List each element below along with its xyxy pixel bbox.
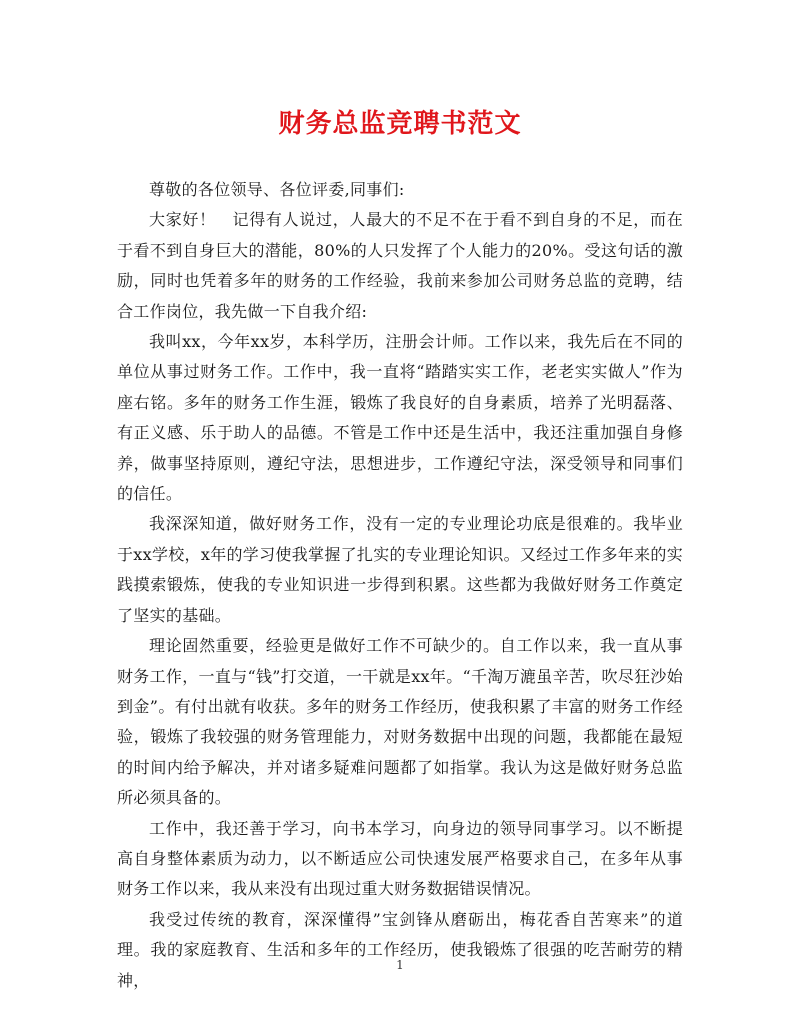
document-body <box>117 175 683 996</box>
paragraph: 我叫xx，今年xx岁，本科学历，注册会计师。工作以来，我先后在不同的单位从事过财务工作。工作中，我一直将“踏踏实实工作，老老实实做人”作为座右铭。多年的财务工作生涯，锻炼了我良好的自身素质，培养了光明磊落、有正义感、乐于助人的品德。不管是工作中还是生活中，我还注重加强自身修养，做事坚持原则，遵纪守法，思想进步，工作遵纪守法，深受领导和同事们的信任。 <box>117 332 683 504</box>
paragraph: 工作中，我还善于学习，向书本学习，向身边的领导同事学习。以不断提高自身整体素质为动力，以不断适应公司快速发展严格要求自己，在多年从事财务工作以来，我从来没有出现过重大财务数据错误情况。 <box>117 818 683 899</box>
paragraph: 大家好！ 记得有人说过，人最大的不足不在于看不到自身的不足，而在于看不到自身巨大的潜能，80%的人只发挥了个人能力的20%。受这句话的激励，同时也凭着多年的财务的工作经验，我前来参加公司财务总监的竞聘，结合工作岗位，我先做一下自我介绍: <box>117 210 683 321</box>
paragraph: 我受过传统的教育，深深懂得”宝剑锋从磨砺出，梅花香自苦寒来”的道理。我的家庭教育、生活和多年的工作经历，使我锻炼了很强的吃苦耐劳的精神， <box>117 909 683 990</box>
page-number: 1 <box>396 958 404 972</box>
paragraph: 理论固然重要，经验更是做好工作不可缺少的。自工作以来，我一直从事财务工作，一直与“钱”打交道，一干就是xx年。“千淘万漉虽辛苦，吹尽狂沙始到金”。有付出就有收获。多年的财务工作经历，使我积累了丰富的财务工作经验，锻炼了我较强的财务管理能力，对财务数据中出现的问题，我都能在最短的时间内给予解决，并对诸多疑难问题都了如指掌。我认为这是做好财务总监所必须具备的。 <box>117 636 683 808</box>
salutation: 尊敬的各位领导、各位评委,同事们: <box>149 180 405 199</box>
paragraph: 我深深知道，做好财务工作，没有一定的专业理论功底是很难的。我毕业于xx学校，x年的学习使我掌握了扎实的专业理论知识。又经过工作多年来的实践摸索锻炼，使我的专业知识进一步得到积累。这些都为我做好财务工作奠定了坚实的基础。 <box>117 514 683 625</box>
document-title: 财务总监竞聘书范文 <box>278 109 522 139</box>
